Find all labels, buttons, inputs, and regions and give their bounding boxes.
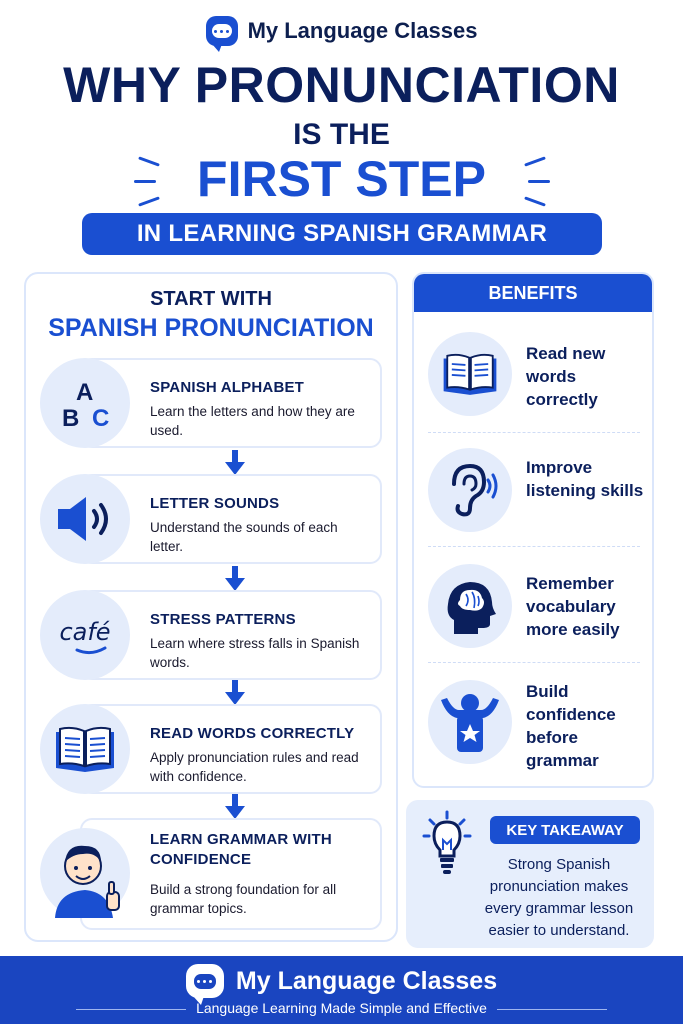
arrow-down-icon: [224, 794, 246, 820]
chat-bubble-icon: [206, 16, 238, 46]
divider: [428, 662, 640, 663]
step-description: Learn the letters and how they are used.: [150, 404, 355, 438]
subtitle-banner: IN LEARNING SPANISH GRAMMAR: [82, 213, 602, 255]
step-description: Apply pronunciation rules and read with confidence.: [150, 750, 359, 784]
benefits-panel: [412, 272, 654, 788]
step-description: Build a strong foundation for all grammar topics.: [150, 882, 337, 916]
panel-heading-1: START WITH: [150, 288, 272, 310]
step-title: SPANISH ALPHABET: [150, 379, 305, 396]
star-person-icon: [428, 680, 512, 764]
abc-letters-icon: [40, 358, 130, 448]
benefit-item: [414, 670, 652, 784]
arrow-down-icon: [224, 566, 246, 592]
title-line-3: FIRST STEP: [197, 151, 486, 207]
brand-name: My Language Classes: [247, 18, 478, 43]
step-description: Learn where stress falls in Spanish words.: [150, 636, 360, 670]
title-line-2: IS THE: [293, 118, 390, 151]
svg-text:café: café: [59, 618, 111, 646]
step-letter-sounds: [40, 474, 382, 564]
svg-text:A: A: [76, 379, 94, 406]
svg-text:B: B: [62, 405, 80, 432]
key-takeaway-label: KEY TAKEAWAY: [490, 816, 640, 844]
panel-heading-2: SPANISH PRONUNCIATION: [48, 314, 374, 342]
step-stress-patterns: [40, 590, 382, 680]
title-line-1: WHY PRONUNCIATION: [63, 57, 620, 113]
arrow-down-icon: [224, 450, 246, 476]
step-spanish-alphabet: [40, 358, 382, 448]
step-title: LETTER SOUNDS: [150, 495, 280, 512]
benefit-item: [414, 552, 652, 666]
step-title: READ WORDS CORRECTLY: [150, 725, 355, 742]
benefit-item: [414, 436, 652, 550]
divider: [428, 432, 640, 433]
footer-brand-name: My Language Classes: [235, 966, 498, 995]
step-read-words-correctly: [40, 704, 382, 794]
cafe-word-icon: [40, 590, 130, 680]
speaker-icon: [40, 474, 130, 564]
benefit-text: Read new words correctly: [526, 344, 606, 409]
brain-head-icon: [428, 564, 512, 648]
pronunciation-steps-panel: [24, 272, 398, 942]
step-title: LEARN GRAMMAR WITH CONFIDENCE: [150, 831, 332, 868]
key-takeaway-text: Strong Spanish pronunciation makes every grammar lesson easier to understand.: [484, 856, 634, 939]
ear-icon: [428, 448, 512, 532]
chat-bubble-icon: [186, 964, 224, 998]
step-description: Understand the sounds of each letter.: [150, 520, 338, 554]
divider: [428, 546, 640, 547]
benefits-heading: BENEFITS: [414, 274, 652, 312]
lightbulb-icon: [422, 810, 472, 885]
svg-text:C: C: [92, 405, 110, 432]
step-title: STRESS PATTERNS: [150, 611, 296, 628]
footer-tagline: Language Learning Made Simple and Effective: [196, 1000, 487, 1016]
open-book-icon: [428, 332, 512, 416]
arrow-down-icon: [224, 680, 246, 706]
open-book-icon: [40, 704, 130, 794]
thumbs-up-person-icon: [40, 828, 130, 918]
benefit-item: [414, 322, 652, 436]
step-learn-grammar: [40, 818, 382, 930]
footer-brand: [0, 964, 683, 998]
benefit-text: Remember vocabulary more easily: [526, 574, 620, 639]
benefit-text: Improve listening skills: [526, 458, 644, 500]
benefit-text: Build confidence before grammar: [526, 682, 616, 770]
top-brand: [0, 16, 683, 46]
footer: [0, 956, 683, 1024]
key-takeaway-box: [406, 800, 654, 948]
